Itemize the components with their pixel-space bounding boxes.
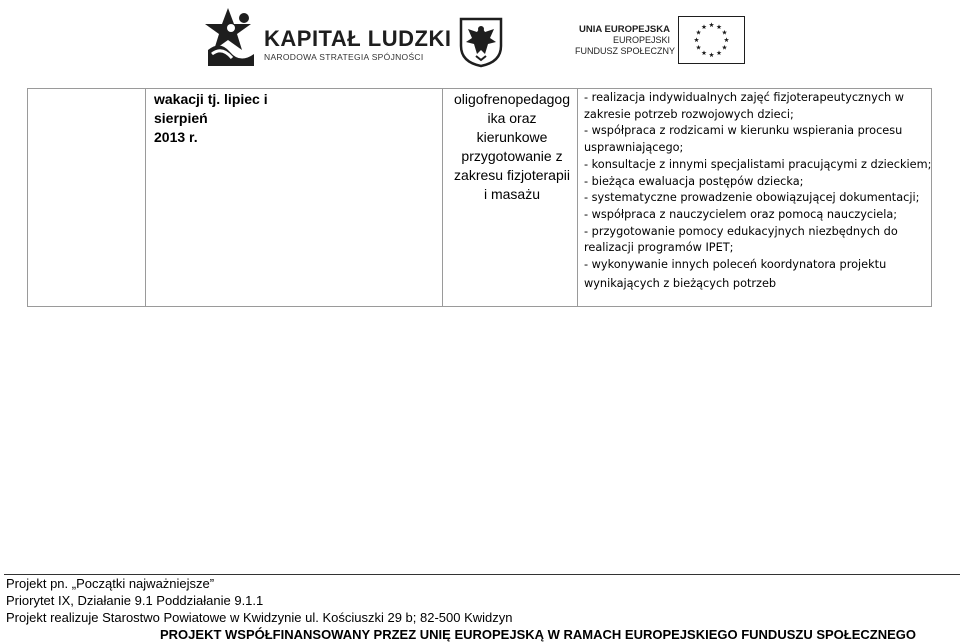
duty-line: - współpraca z rodzicami w kierunku wspierania procesu <box>584 124 903 138</box>
qualification-line: zakresu fizjoterapii <box>454 167 570 183</box>
eagle-coat-of-arms-icon <box>458 16 504 68</box>
duty-line: - bieżąca ewaluacja postępów dziecka; <box>584 174 804 188</box>
duty-line: - wykonywanie innych poleceń koordynatora projektu <box>584 258 887 272</box>
duty-line: - przygotowanie pomocy edukacyjnych niezbędnych do <box>584 224 898 238</box>
unia-europejska-logo <box>575 14 750 68</box>
footer-cofinancing: PROJEKT WSPÓŁFINANSOWANY PRZEZ UNIĘ EUROPEJSKĄ W RAMACH EUROPEJSKIEGO FUNDUSZU SPOŁECZNEGO <box>160 627 916 642</box>
table-cell-empty <box>28 89 145 306</box>
period-line: wakacji tj. lipiec i sierpień <box>154 91 268 126</box>
duty-line: wynikających z bieżących potrzeb <box>584 276 777 290</box>
table-cell-qualifications <box>442 89 577 306</box>
footer-priority: Priorytet IX, Działanie 9.1 Poddziałanie 9.1.1 <box>6 593 264 608</box>
table-cell-period <box>145 89 442 306</box>
ue-fund-name: FUNDUSZ SPOŁECZNY <box>575 46 676 56</box>
duty-line: - konsultacje z innymi specjalistami pracującymi z dzieckiem; <box>584 157 932 171</box>
kapital-ludzki-title: KAPITAŁ LUDZKI <box>264 26 452 51</box>
duty-line: - systematyczne prowadzenie obowiązującej dokumentacji; <box>584 191 920 205</box>
qualification-line: kierunkowe <box>476 129 548 145</box>
footer-project-name: Projekt pn. „Początki najważniejsze” <box>6 576 215 591</box>
duty-line: usprawniającego; <box>584 141 684 155</box>
star-figure-logo-icon <box>200 6 260 68</box>
period-line: 2013 r. <box>154 129 198 145</box>
qualification-line: ika oraz <box>487 110 537 126</box>
duties-list <box>584 90 932 292</box>
duty-line: zakresie potrzeb rozwojowych dzieci; <box>584 107 794 121</box>
duty-line: - współpraca z nauczycielem oraz pomocą nauczyciela; <box>584 207 898 221</box>
footer-implementer: Projekt realizuje Starostwo Powiatowe w Kwidzynie ul. Kościuszki 29 b; 82-500 Kwidzyn <box>6 610 513 625</box>
kapital-ludzki-subtitle: NARODOWA STRATEGIA SPÓJNOŚCI <box>264 52 424 62</box>
qualifications-text <box>453 90 571 204</box>
table-cell-duties <box>577 89 933 306</box>
qualification-line: i masażu <box>483 186 541 202</box>
period-text <box>154 90 314 147</box>
kapital-ludzki-logo <box>200 6 452 70</box>
footer-divider <box>4 574 960 575</box>
staff-duties-table <box>27 88 932 307</box>
ue-title: UNIA EUROPEJSKA <box>579 24 670 35</box>
qualification-line: przygotowanie z <box>461 148 563 164</box>
duty-line: - realizacja indywidualnych zajęć fizjoterapeutycznych w <box>584 91 905 104</box>
qualification-line: oligofrenopedagog <box>454 91 570 107</box>
eu-stars-flag-icon <box>678 16 745 64</box>
duty-line: realizacji programów IPET; <box>584 241 734 255</box>
ue-subtitle: EUROPEJSKI <box>612 35 670 45</box>
